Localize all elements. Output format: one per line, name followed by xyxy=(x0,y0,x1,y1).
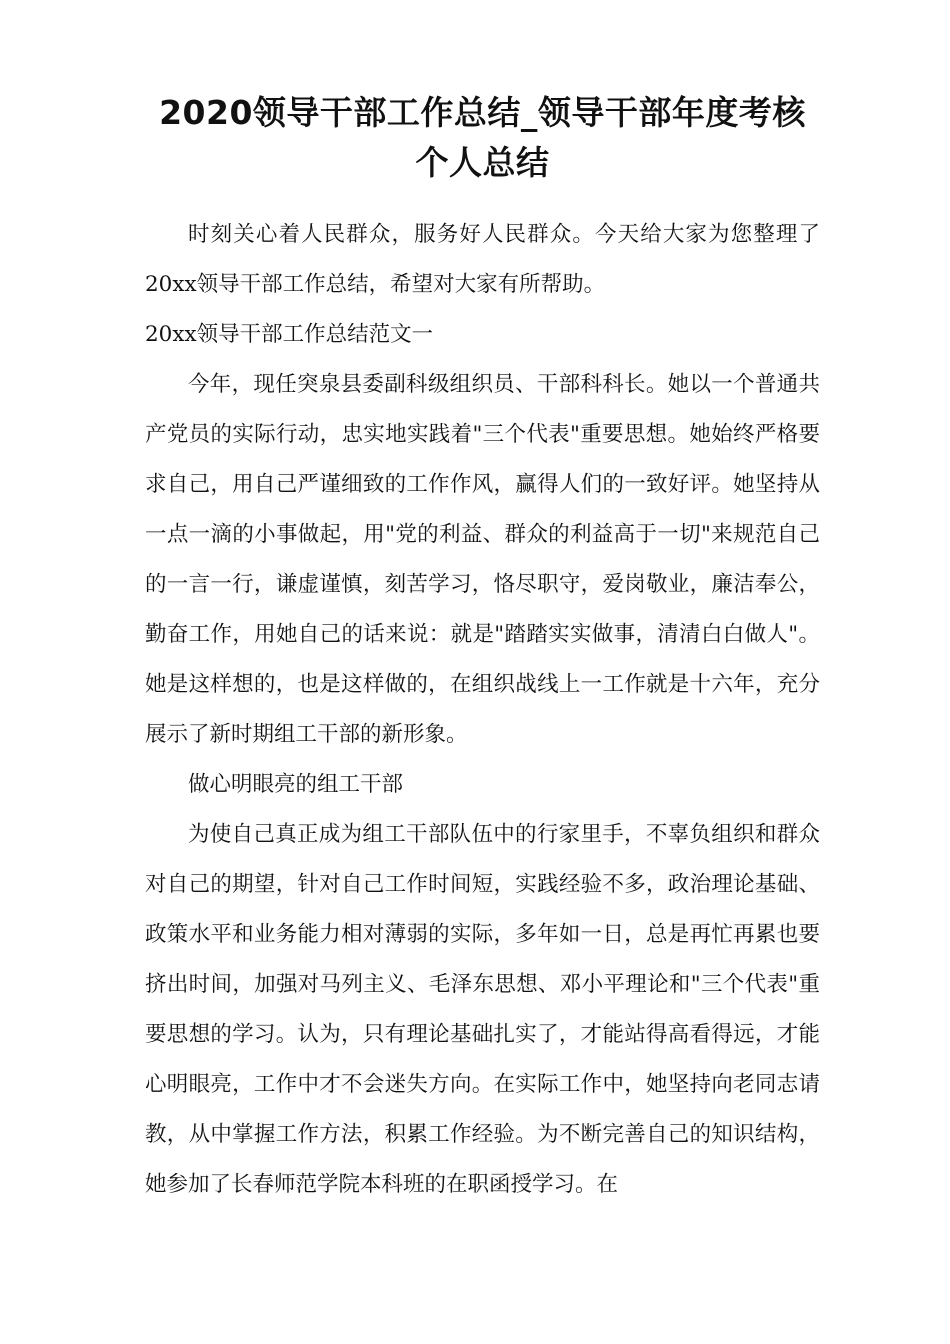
paragraph-body-2: 为使自己真正成为组工干部队伍中的行家里手，不辜负组织和群众对自己的期望，针对自己工作时间短，实践经验不多，政治理论基础、政策水平和业务能力相对薄弱的实际，多年如一日，总是再忙再累也要挤出时间，加强对马列主义、毛泽东思想、邓小平理论和"三个代表"重要思想的学习。认为，只有理论基础扎实了，才能站得高看得远，才能心明眼亮，工作中才不会迷失方向。在实际工作中，她坚持向老同志请教，从中掌握工作方法，积累工作经验。为不断完善自己的知识结构，她参加了长春师范学院本科班的在职函授学习。在 xyxy=(145,822,820,1197)
paragraph-subheading: 做心明眼亮的组工干部 xyxy=(188,772,404,797)
paragraph-intro: 时刻关心着人民群众，服务好人民群众。今天给大家为您整理了20xx领导干部工作总结，希望对大家有所帮助。 xyxy=(145,222,820,297)
title-line-1: 2020领导干部工作总结_领导干部年度考核 xyxy=(159,93,806,132)
paragraph-section-heading: 20xx领导干部工作总结范文一 xyxy=(145,322,434,347)
document-title xyxy=(145,88,820,188)
paragraph-body-1: 今年，现任突泉县委副科级组织员、干部科科长。她以一个普通共产党员的实际行动，忠实地实践着"三个代表"重要思想。她始终严格要求自己，用自己严谨细致的工作作风，赢得人们的一致好评。她坚持从一点一滴的小事做起，用"党的利益、群众的利益高于一切"来规范自己的一言一行，谦虚谨慎，刻苦学习，恪尽职守，爱岗敬业，廉洁奉公，勤奋工作，用她自己的话来说：就是"踏踏实实做事，清清白白做人"。她是这样想的，也是这样做的，在组织战线上一工作就是十六年，充分展示了新时期组工干部的新形象。 xyxy=(145,372,820,747)
title-line-2: 个人总结 xyxy=(415,143,550,182)
